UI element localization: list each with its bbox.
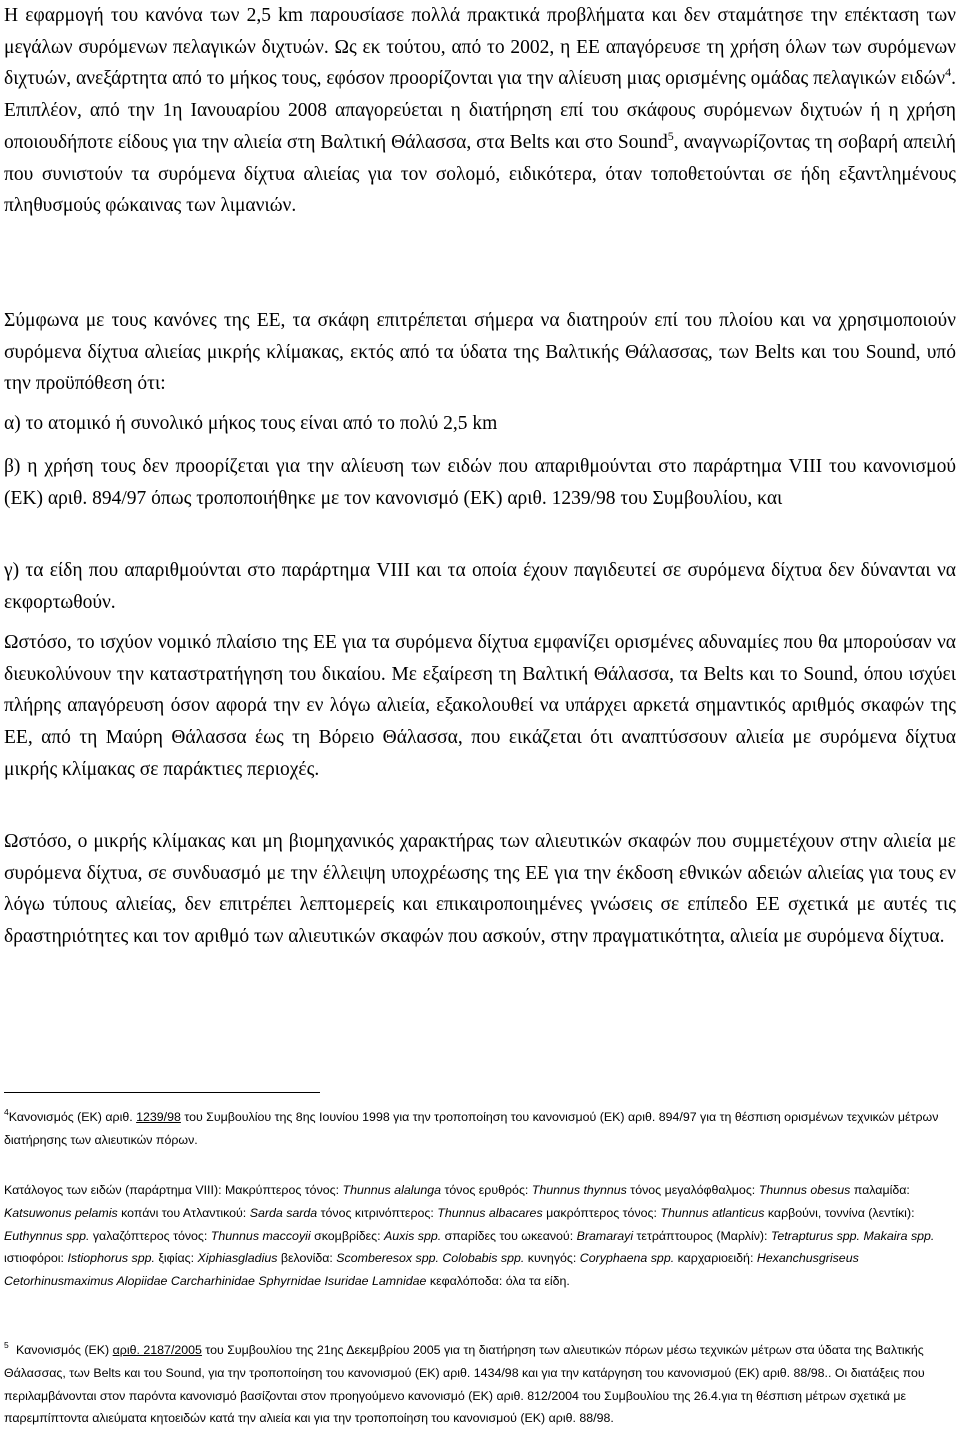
species-name: Hexanchusgriseus Cetorhinusmaximus Alopiidae Carcharhinidae Sphyrnidae Isuridae Lamnidae <box>4 1251 859 1289</box>
species-text: κεφαλόποδα: όλα τα είδη. <box>426 1274 570 1289</box>
species-text: γαλαζόπτερος τόνος: <box>89 1228 211 1243</box>
footnote-text: του Συμβουλίου της 21ης Δεκεμβρίου 2005 για τη διατήρηση των αλιευτικών πόρων μέσω τεχνικών μέτρων στα ύδατα της Βαλτικής Θάλασσας, των Belts και του Sound, για την τροποποίηση του κανονισμού (ΕΚ) αριθ. 1434/98 και για την κατάργηση του κανονισμού (ΕΚ) αριθ. 88/98.. Οι διατάξεις που περιλαμβάνονται στον παρόντα κανονισμό βασίζονται στον προηγούμενο κανονισμό (ΕΚ) αριθ. 812/2004 του Συμβουλίου της 26.4.για τη θέσπιση μέτρων σχετικά με παρεμπίπτοντα αλιεύματα κητοειδών κατά την αλιεία και για την τροποποίηση του κανονισμού (ΕΚ) αριθ. 88/98. <box>4 1343 925 1426</box>
list-item-b: β) η χρήση τους δεν προορίζεται για την αλίευση των ειδών που απαριθμούνται στο παράρτημα VIII του κανονισμού (ΕΚ) αριθ. 894/97 όπως τροποποιήθηκε με τον κανονισμό (ΕΚ) αριθ. 1239/98 του Συμβουλίου, και <box>4 456 956 509</box>
footnote-5: $^5$ Κανονισμός (ΕΚ) αριθ. 2187/2005 του Συμβουλίου της 21ης Δεκεμβρίου 2005 για τη διατήρηση των αλιευτικών πόρων μέσω τεχνικών μέτρων στα ύδατα της Βαλτικής Θάλασσας, των Belts και του Sound, για την τροποποίηση του κανονισμού (ΕΚ) αριθ. 1434/98 και για την κατάργηση του κανονισμού (ΕΚ) αριθ. 88/98.. Οι διατάξεις που περιλαμβάνονται στον παρόντα κανονισμό βασίζονται στον προηγούμενο κανονισμό (ΕΚ) αριθ. 812/2004 του Συμβουλίου της 26.4.για τη θέσπιση μέτρων σχετικά με παρεμπίπτοντα αλιεύματα κητοειδών κατά την αλιεία και για την τροποποίηση του κανονισμού (ΕΚ) αριθ. 88/98. <box>4 1340 925 1426</box>
paragraph-text: . Επιπλέον, από την 1η Ιανουαρίου 2008 απαγορεύεται η διατήρηση επί του σκάφους συρόμενων διχτυών ή η χρήση οποιουδήποτε είδους για την αλιεία στη Βαλτική Θάλασσα, στα Belts και στο Sound <box>4 68 956 153</box>
species-text: καρχαριοειδή: <box>674 1251 757 1266</box>
paragraph-eu-rules: Σύμφωνα με τους κανόνες της ΕΕ, τα σκάφη επιτρέπεται σήμερα να διατηρούν επί του πλοίου και να χρησιμοποιούν συρόμενα δίχτυα αλιείας μικρής κλίμακας, εκτός από τα ύδατα της Βαλτικής Θάλασσας, των Belts και του Sound, υπό την προϋπόθεση ότι: <box>4 310 956 395</box>
footnote-text: Κανονισμός (ΕΚ) αριθ. <box>8 1110 137 1124</box>
species-name: Thunnus albacares <box>437 1205 543 1220</box>
species-text: βελονίδα: <box>277 1251 337 1266</box>
species-list <box>4 1179 954 1293</box>
species-text: τόνος ερυθρός: <box>441 1183 532 1197</box>
footnote-separator <box>4 1092 320 1093</box>
species-name: Coryphaena spp. <box>579 1251 675 1266</box>
paragraph-text: Η εφαρμογή του κανόνα των 2,5 km παρουσίασε πολλά πρακτικά προβλήματα και δεν σταμάτησε την επέκταση των μεγάλων συρόμενων πελαγικών διχτυών. Ως εκ τούτου, από το 2002, η ΕΕ απαγόρευσε τη χρήση όλων των συρόμενων διχτυών, ανεξάρτητα από το μήκος τους, εφόσον προορίζονται για την αλίευση μιας ορισμένης ομάδας πελαγικών ειδών <box>4 5 956 90</box>
paragraph-weaknesses: Ωστόσο, το ισχύον νομικό πλαίσιο της ΕΕ για τα συρόμενα δίχτυα εμφανίζει ορισμένες αδυναμίες που θα μπορούσαν να διευκολύνουν την καταστρατήγηση του δικαίου. Με εξαίρεση τη Βαλτική Θάλασσα, τα Belts και το Sound, όπου ισχύει πλήρης απαγόρευση όσον αφορά την εν λόγω αλιεία, εξακολουθεί να υπάρχει αρκετά σημαντικός αριθμός σκαφών της ΕΕ, από τη Μαύρη Θάλασσα έως τη Βόρειο Θάλασσα, που εικάζεται ότι αναπτύσσουν αλιεία με συρόμενα δίχτυα μικρής κλίμακας σε παράκτιες περιοχές. <box>4 632 956 780</box>
species-text: ξιφίας: <box>154 1251 198 1266</box>
species-name: Scomberesox spp. Colobabis spp. <box>336 1251 525 1266</box>
paragraph-intro <box>4 0 956 222</box>
species-name: Sarda sarda <box>249 1205 318 1220</box>
species-name: Euthynnus spp. <box>4 1228 90 1243</box>
footnote-ref-4[interactable]: 4 <box>945 65 952 80</box>
species-text: τόνος κιτρινόπτερος: <box>317 1205 438 1220</box>
species-text: ιστιοφόροι: <box>4 1251 68 1266</box>
footnote-text: Κανονισμός (ΕΚ) <box>16 1343 113 1357</box>
species-text: τόνος μεγαλόφθαλμος: <box>626 1183 759 1197</box>
species-text: σπαρίδες του ωκεανού: <box>441 1228 577 1243</box>
species-name: Thunnus alalunga <box>342 1183 442 1197</box>
species-name: Thunnus maccoyii <box>210 1228 311 1243</box>
species-text: παλαμίδα: <box>850 1183 910 1197</box>
species-text: μακρόπτερος τόνος: <box>542 1205 661 1220</box>
regulation-link[interactable]: 1239/98 <box>136 1110 181 1124</box>
species-text: τετράπτουρος (Μαρλίν): <box>633 1228 771 1243</box>
species-text: Κατάλογος των ειδών (παράρτημα VIII): Μακρύπτερος τόνος: <box>4 1183 343 1197</box>
species-name: Thunnus atlanticus <box>660 1205 765 1220</box>
species-name: Bramarayi <box>576 1228 634 1243</box>
footnote-mark: 4 <box>4 1107 9 1117</box>
species-name: Thunnus obesus <box>758 1183 851 1197</box>
species-name: Xiphiasgladius <box>197 1251 278 1266</box>
regulation-link[interactable]: αριθ. 2187/2005 <box>112 1343 202 1357</box>
list-item-a: α) το ατομικό ή συνολικό μήκος τους είναι από το πολύ 2,5 km <box>4 413 498 434</box>
species-name: Tetrapturus spp. Makaira spp. <box>770 1228 935 1243</box>
species-name: Thunnus thynnus <box>531 1183 627 1197</box>
footnote-text: του Συμβουλίου της 8ης Ιουνίου 1998 για την τροποποίηση του κανονισμού (ΕΚ) αριθ. 894/97 για τη θέσπιση ορισμένων τεχνικών μέτρων διατήρησης των αλιευτικών πόρων. <box>4 1110 939 1147</box>
species-text: σκομβρίδες: <box>310 1228 385 1243</box>
species-text: κυνηγός: <box>524 1251 580 1266</box>
footnote-4 <box>4 1106 954 1152</box>
paragraph-small-scale: Ωστόσο, ο μικρής κλίμακας και μη βιομηχανικός χαρακτήρας των αλιευτικών σκαφών που συμμετέχουν στην αλιεία με συρόμενα δίχτυα, σε συνδυασμό με την έλλειψη υποχρέωσης της ΕΕ για την έκδοση εθνικών αδειών αλιείας για τους εν λόγω τύπους αλιείας, δεν επιτρέπει λεπτομερείς και επικαιροποιημένες γνώσεις σε επίπεδο ΕΕ σχετικά με αυτές τις δραστηριότητες και τον αριθμό των αλιευτικών σκαφών που ασκούν, στην πραγματικότητα, αλιεία με συρόμενα δίχτυα. <box>4 831 956 948</box>
paragraph-text: , αναγνωρίζοντας τη σοβαρή απειλή που συνιστούν τα συρόμενα δίχτυα αλιείας για τον σολομό, ειδικότερα, όταν τοποθετούνται σε ήδη εξαντλημένους πληθυσμούς φώκαινας των λιμανιών. <box>4 131 957 217</box>
species-text: κοπάνι του Ατλαντικού: <box>117 1205 250 1220</box>
list-item-c: γ) τα είδη που απαριθμούνται στο παράρτημα VIII και τα οποία έχουν παγιδευτεί σε συρόμενα δίχτυα δεν δύνανται να εκφορτωθούν. <box>4 560 956 613</box>
species-name: Auxis spp. <box>384 1228 442 1243</box>
footnote-ref-5[interactable]: 5 <box>667 128 674 143</box>
species-text: καρβούνι, τοννίνα (λεντίκι): <box>764 1205 915 1220</box>
species-name: Istiophorus spp. <box>67 1251 155 1266</box>
species-name: Katsuwonus pelamis <box>4 1205 118 1220</box>
